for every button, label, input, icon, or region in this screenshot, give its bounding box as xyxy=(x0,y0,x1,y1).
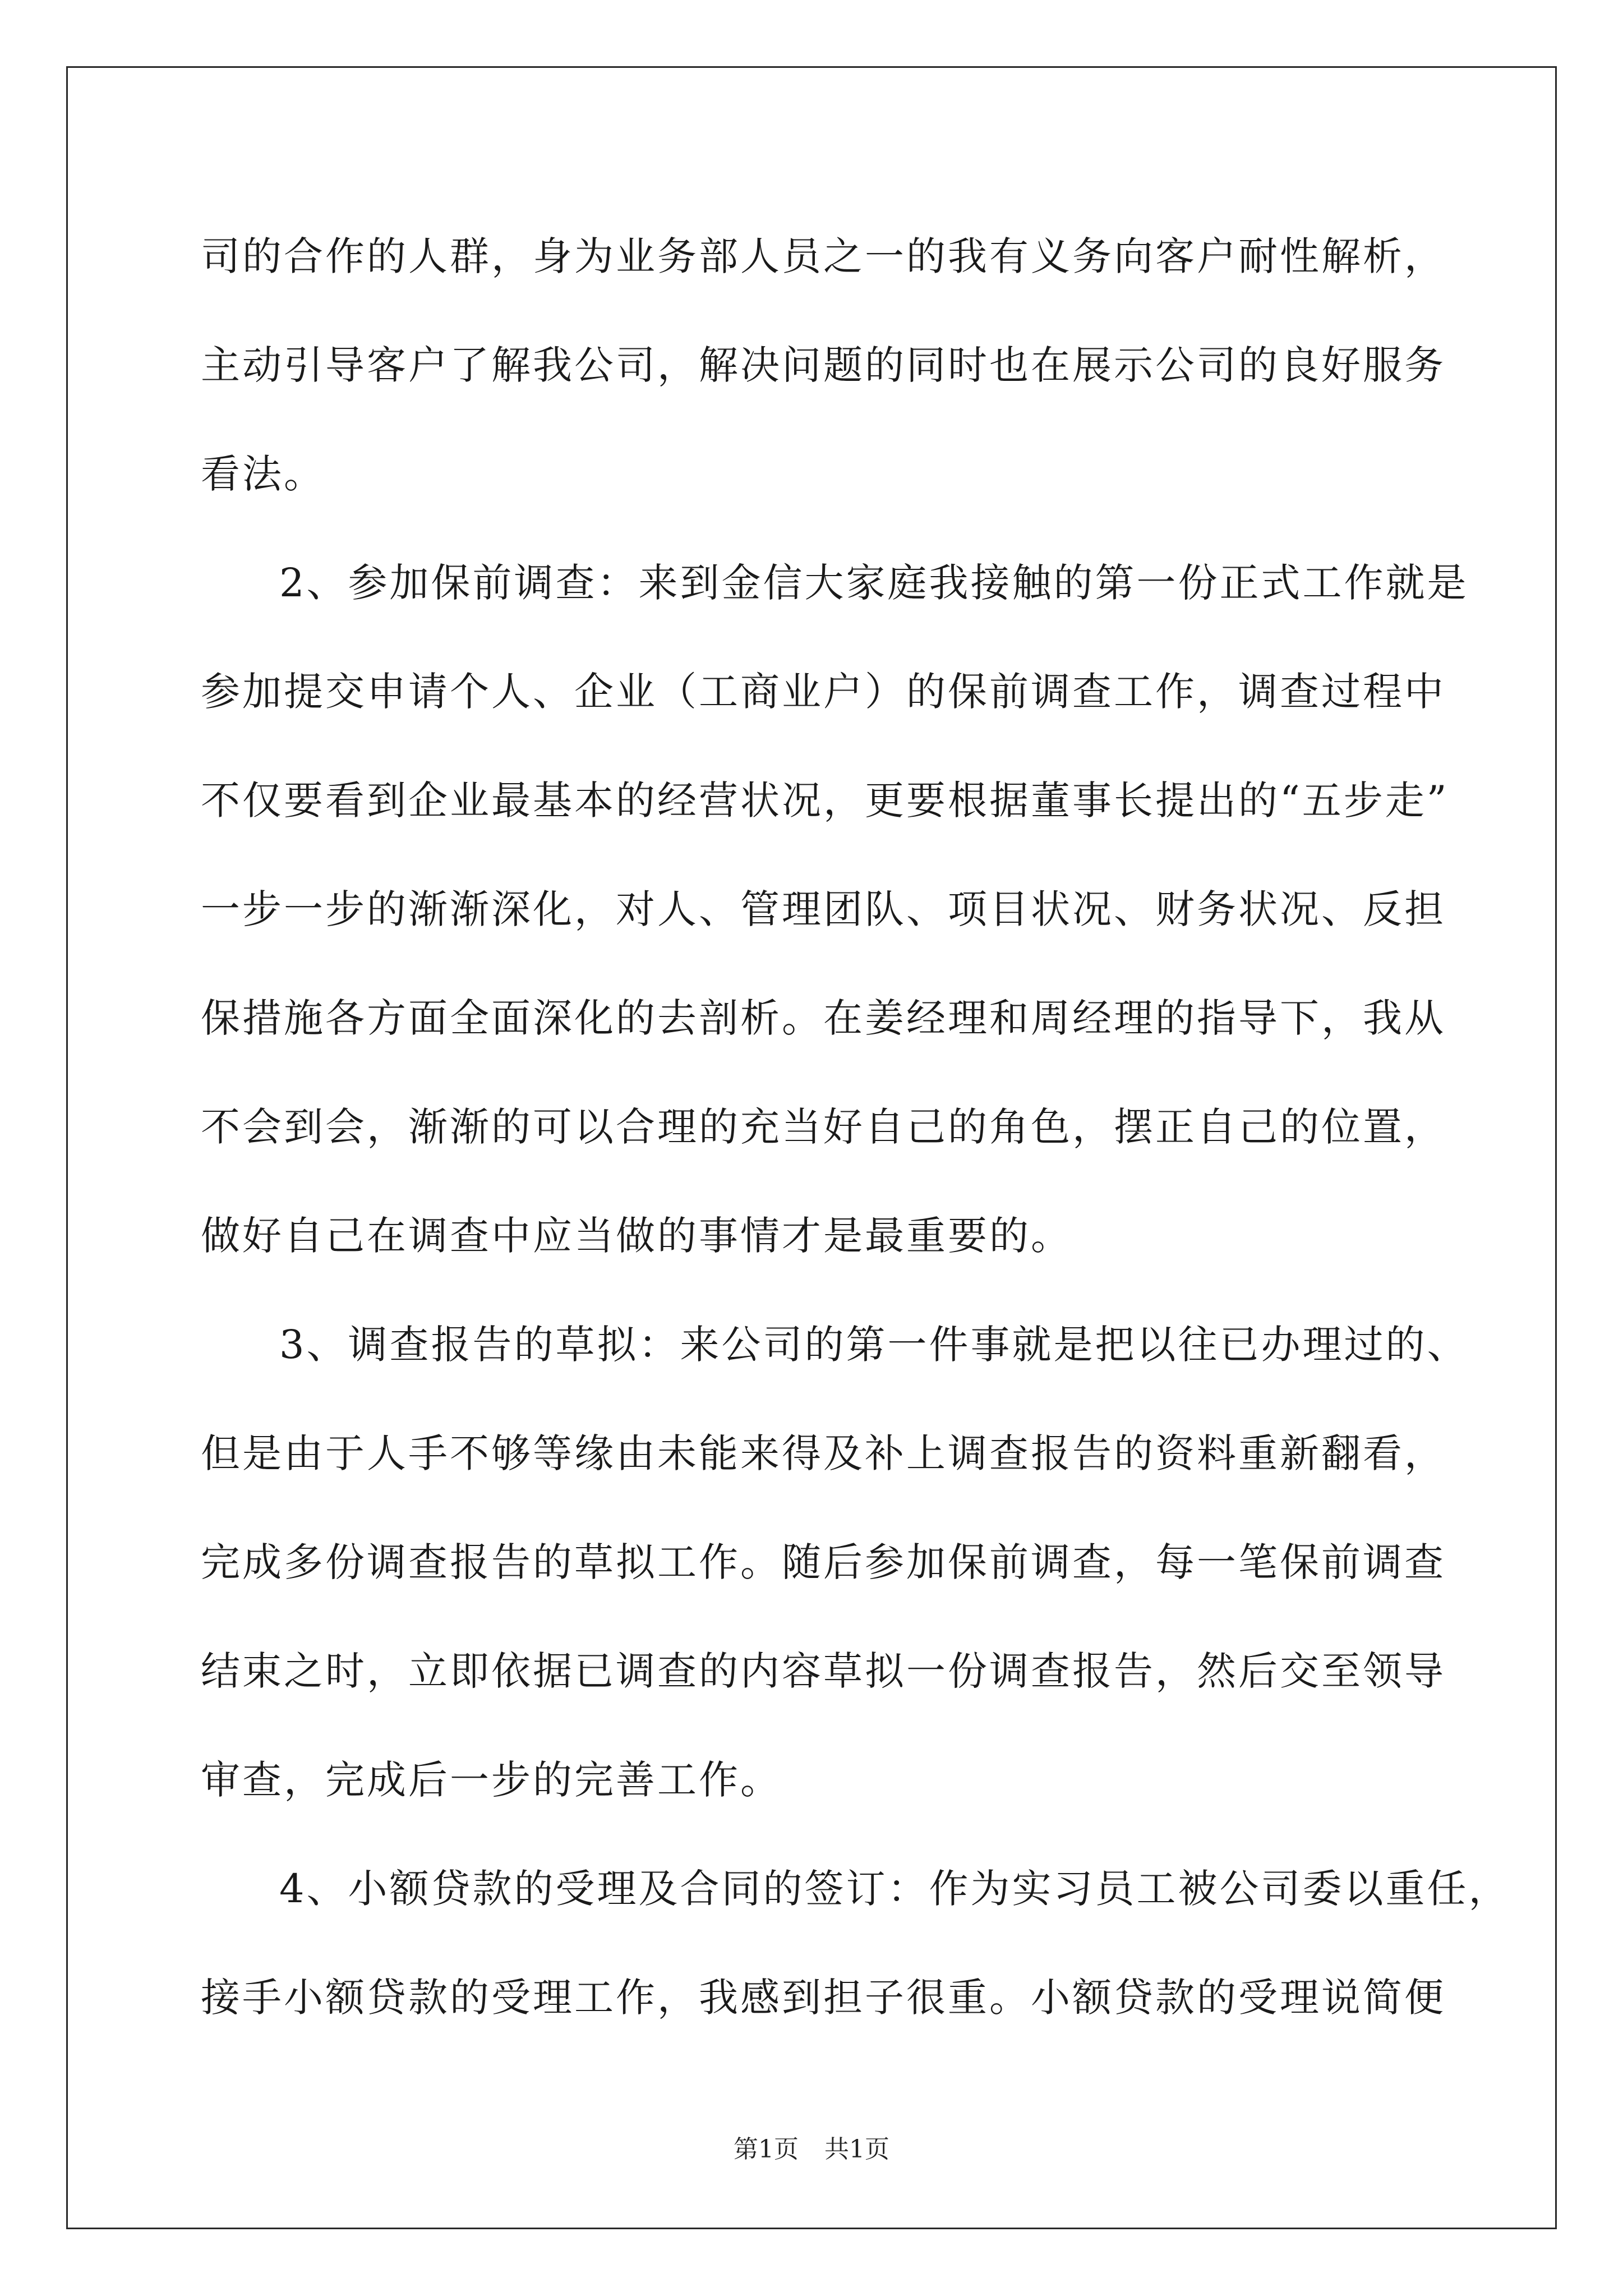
text-line: 不会到会，渐渐的可以合理的充当好自己的角色，摆正自己的位置， xyxy=(201,1104,1446,1150)
document-body xyxy=(201,202,1510,2052)
paragraph-start-line: 4、小额贷款的受理及合同的签订：作为实习员工被公司委以重任， xyxy=(279,1866,1510,1912)
text-line: 完成多份调查报告的草拟工作。随后参加保前调查，每一笔保前调查 xyxy=(201,1539,1446,1585)
text-line: 不仅要看到企业最基本的经营状况，更要根据董事长提出的“五步走” xyxy=(201,777,1449,823)
page-number: 第1页 xyxy=(734,2135,799,2164)
text-line: 但是由于人手不够等缘由未能来得及补上调查报告的资料重新翻看， xyxy=(201,1430,1446,1476)
text-line: 参加提交申请个人、企业（工商业户）的保前调查工作，调查过程中 xyxy=(201,669,1446,715)
text-line: 做好自己在调查中应当做的事情才是最重要的。 xyxy=(201,1213,1072,1259)
text-line: 主动引导客户了解我公司，解决问题的同时也在展示公司的良好服务 xyxy=(201,342,1446,388)
text-line: 看法。 xyxy=(201,451,325,497)
text-line: 结束之时，立即依据已调查的内容草拟一份调查报告，然后交至领导 xyxy=(201,1648,1446,1694)
text-line: 保措施各方面全面深化的去剖析。在姜经理和周经理的指导下，我从 xyxy=(201,995,1446,1041)
text-line: 审查，完成后一步的完善工作。 xyxy=(201,1757,782,1803)
text-line: 司的合作的人群，身为业务部人员之一的我有义务向客户耐性解析， xyxy=(201,233,1446,279)
text-line: 一步一步的渐渐深化，对人、管理团队、项目状况、财务状况、反担 xyxy=(201,886,1446,932)
page-total: 共1页 xyxy=(824,2135,889,2164)
page-footer xyxy=(0,2129,1623,2165)
text-line: 接手小额贷款的受理工作，我感到担子很重。小额贷款的受理说简便 xyxy=(201,1975,1446,2021)
paragraph-start-line: 2、参加保前调查：来到金信大家庭我接触的第一份正式工作就是 xyxy=(279,560,1469,606)
paragraph-start-line: 3、调查报告的草拟：来公司的第一件事就是把以往已办理过的、 xyxy=(279,1322,1469,1368)
